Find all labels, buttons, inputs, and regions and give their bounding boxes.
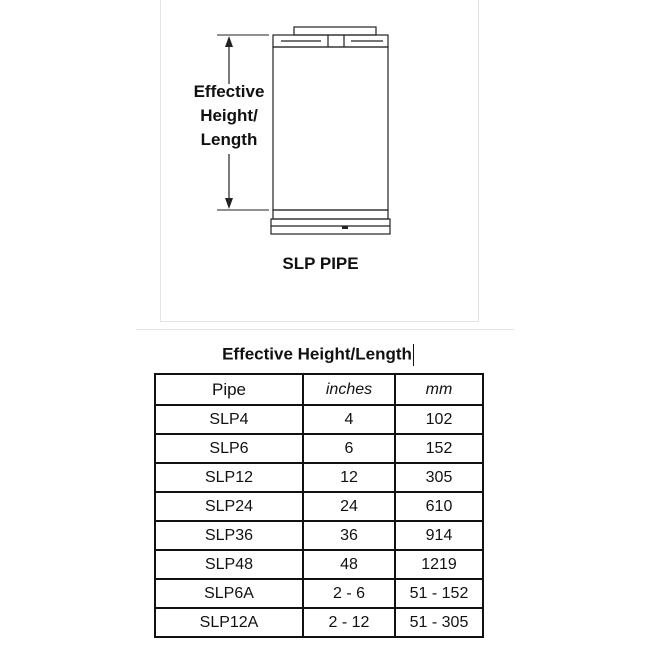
- cell-mm: 152: [395, 434, 483, 463]
- table-row: [155, 608, 483, 637]
- arrow-down-icon: [225, 198, 233, 209]
- effective-height-table: [154, 373, 484, 638]
- header-pipe: Pipe: [155, 374, 303, 405]
- table-row: [155, 521, 483, 550]
- pipe-diagram-panel: [160, 0, 479, 322]
- table-row: [155, 550, 483, 579]
- dimension-label-line: Effective: [193, 82, 265, 101]
- cell-inches: 2 - 12: [303, 608, 395, 637]
- section-divider: [136, 329, 514, 330]
- table-row: [155, 492, 483, 521]
- pipe-notch: [342, 226, 348, 229]
- table-row: [155, 463, 483, 492]
- cell-mm: 914: [395, 521, 483, 550]
- pipe-top-rim: [294, 27, 376, 35]
- cell-mm: 102: [395, 405, 483, 434]
- header-mm: mm: [395, 374, 483, 405]
- cell-inches: 48: [303, 550, 395, 579]
- cell-mm: 610: [395, 492, 483, 521]
- cell-pipe: SLP24: [155, 492, 303, 521]
- cell-mm: 51 - 305: [395, 608, 483, 637]
- pipe-bottom-collar: [273, 210, 388, 219]
- cell-pipe: SLP36: [155, 521, 303, 550]
- cell-inches: 6: [303, 434, 395, 463]
- cell-pipe: SLP6A: [155, 579, 303, 608]
- cell-pipe: SLP48: [155, 550, 303, 579]
- cell-mm: 1219: [395, 550, 483, 579]
- cell-inches: 4: [303, 405, 395, 434]
- table-row: [155, 405, 483, 434]
- text-cursor: [413, 344, 414, 366]
- table-row: [155, 434, 483, 463]
- cell-inches: 36: [303, 521, 395, 550]
- header-inches: inches: [303, 374, 395, 405]
- table-header-row: [155, 374, 483, 405]
- cell-mm: 51 - 152: [395, 579, 483, 608]
- cell-inches: 12: [303, 463, 395, 492]
- table-title: [154, 344, 482, 366]
- dimension-label: [187, 80, 271, 152]
- cell-pipe: SLP12: [155, 463, 303, 492]
- cell-pipe: SLP4: [155, 405, 303, 434]
- table-title-text: Effective Height/Length: [222, 344, 412, 364]
- cell-mm: 305: [395, 463, 483, 492]
- cell-pipe: SLP12A: [155, 608, 303, 637]
- arrow-up-icon: [225, 36, 233, 47]
- dimension-label-line: Length: [200, 130, 258, 149]
- cell-inches: 2 - 6: [303, 579, 395, 608]
- cell-pipe: SLP6: [155, 434, 303, 463]
- table-row: [155, 579, 483, 608]
- pipe-body: [273, 47, 388, 210]
- dimension-label-line: Height/: [200, 106, 258, 125]
- cell-inches: 24: [303, 492, 395, 521]
- diagram-caption: SLP PIPE: [282, 254, 359, 273]
